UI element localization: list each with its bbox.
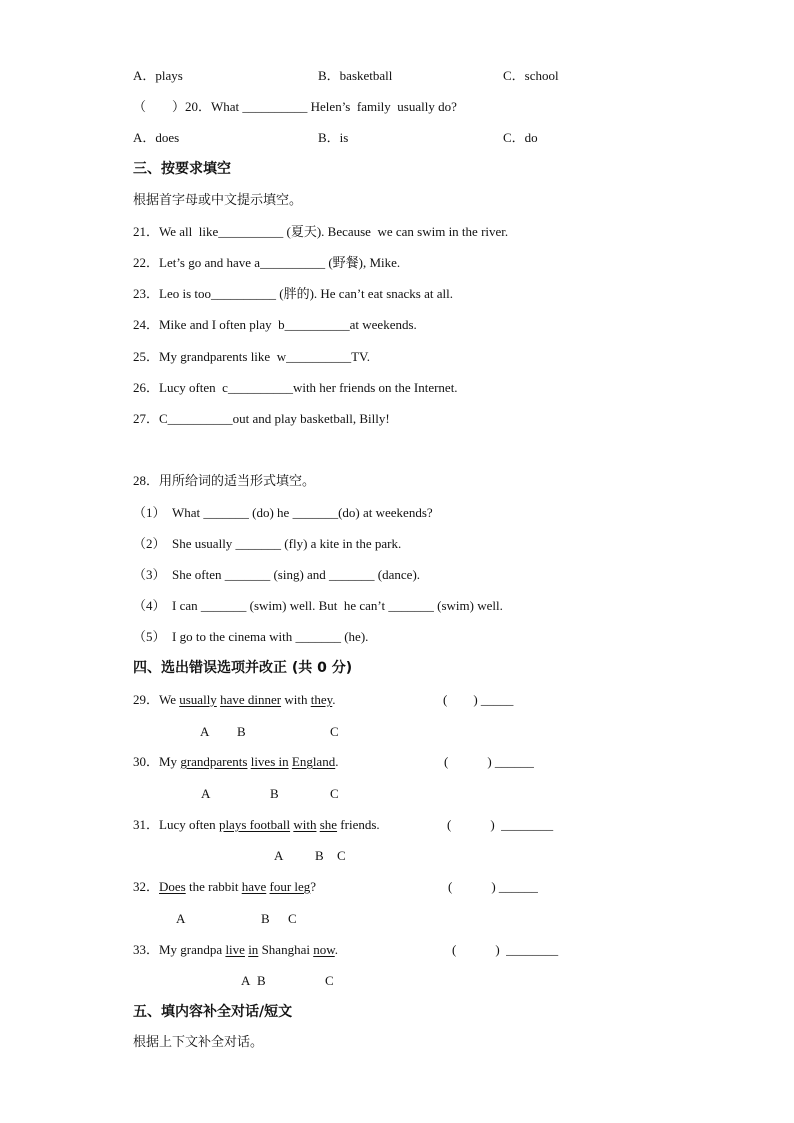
q30-label-a: A xyxy=(201,786,211,801)
q31-sentence: 31．Lucy often plays football with she friends. xyxy=(133,817,380,832)
q28-item-4: （4） I can _______ (swim) well. But he can’t _______ (swim) well. xyxy=(133,598,503,613)
section4-title: 四、选出错误选项并改正 (共 0 分) xyxy=(133,660,353,676)
q33-label-b: B xyxy=(257,973,266,988)
q30-label-c: C xyxy=(330,786,339,801)
q20-option-c: C．do xyxy=(503,130,538,145)
q27: 27．C__________out and play basketball, Billy! xyxy=(133,411,390,426)
q28-item-1: （1） What _______ (do) he _______(do) at weekends? xyxy=(133,505,433,520)
q24: 24．Mike and I often play b__________at weekends. xyxy=(133,317,417,332)
q29-answer-blank: ( ) _____ xyxy=(443,692,514,707)
section5-title: 五、填内容补全对话/短文 xyxy=(133,1004,293,1020)
q29-label-a: A xyxy=(200,724,210,739)
section3-title: 三、按要求填空 xyxy=(133,161,231,177)
q29-label-c: C xyxy=(330,724,339,739)
q19-option-a: A．plays xyxy=(133,68,183,83)
q21: 21．We all like__________ (夏天). Because we can swim in the river. xyxy=(133,224,509,239)
q31-label-b: B xyxy=(315,848,324,863)
q30-sentence: 30．My grandparents lives in England. xyxy=(133,754,339,769)
q32-label-a: A xyxy=(176,911,186,926)
q25: 25．My grandparents like w__________TV. xyxy=(133,349,370,364)
q33-sentence: 33．My grandpa live in Shanghai now. xyxy=(133,942,338,957)
q20-option-b: B．is xyxy=(318,130,349,145)
q20-option-a: A．does xyxy=(133,130,180,145)
q33-answer-blank: ( ) ________ xyxy=(452,942,559,957)
q19-option-b: B．basketball xyxy=(318,68,393,83)
q19-option-c: C．school xyxy=(503,68,559,83)
q32-label-b: B xyxy=(261,911,270,926)
q33-label-c: C xyxy=(325,973,334,988)
q30-label-b: B xyxy=(270,786,279,801)
q28-item-3: （3） She often _______ (sing) and _______ (dance). xyxy=(133,567,421,582)
q32-answer-blank: ( ) ______ xyxy=(448,879,538,894)
q26: 26．Lucy often c__________with her friends on the Internet. xyxy=(133,380,458,395)
q31-label-a: A xyxy=(274,848,284,863)
q33-label-a: A xyxy=(241,973,251,988)
q29-label-b: B xyxy=(237,724,246,739)
q28-item-2: （2） She usually _______ (fly) a kite in the park. xyxy=(133,536,402,551)
q29-sentence: 29．We usually have dinner with they. xyxy=(133,692,336,707)
q31-label-c: C xyxy=(337,848,346,863)
q32-label-c: C xyxy=(288,911,297,926)
q30-answer-blank: ( ) ______ xyxy=(444,754,534,769)
q22: 22．Let’s go and have a__________ (野餐), Mike. xyxy=(133,255,401,270)
q32-sentence: 32．Does the rabbit have four leg? xyxy=(133,879,317,894)
section5-instruction: 根据上下文补全对话。 xyxy=(133,1035,264,1050)
q28-item-5: （5） I go to the cinema with _______ (he). xyxy=(133,629,369,644)
q31-answer-blank: ( ) ________ xyxy=(447,817,554,832)
section3-instruction: 根据首字母或中文提示填空。 xyxy=(133,193,303,208)
q28-title: 28．用所给词的适当形式填空。 xyxy=(133,473,316,488)
q20-question: （ ）20．What __________ Helen’s family usually do? xyxy=(133,99,457,114)
q23: 23．Leo is too__________ (胖的). He can’t eat snacks at all. xyxy=(133,286,453,301)
